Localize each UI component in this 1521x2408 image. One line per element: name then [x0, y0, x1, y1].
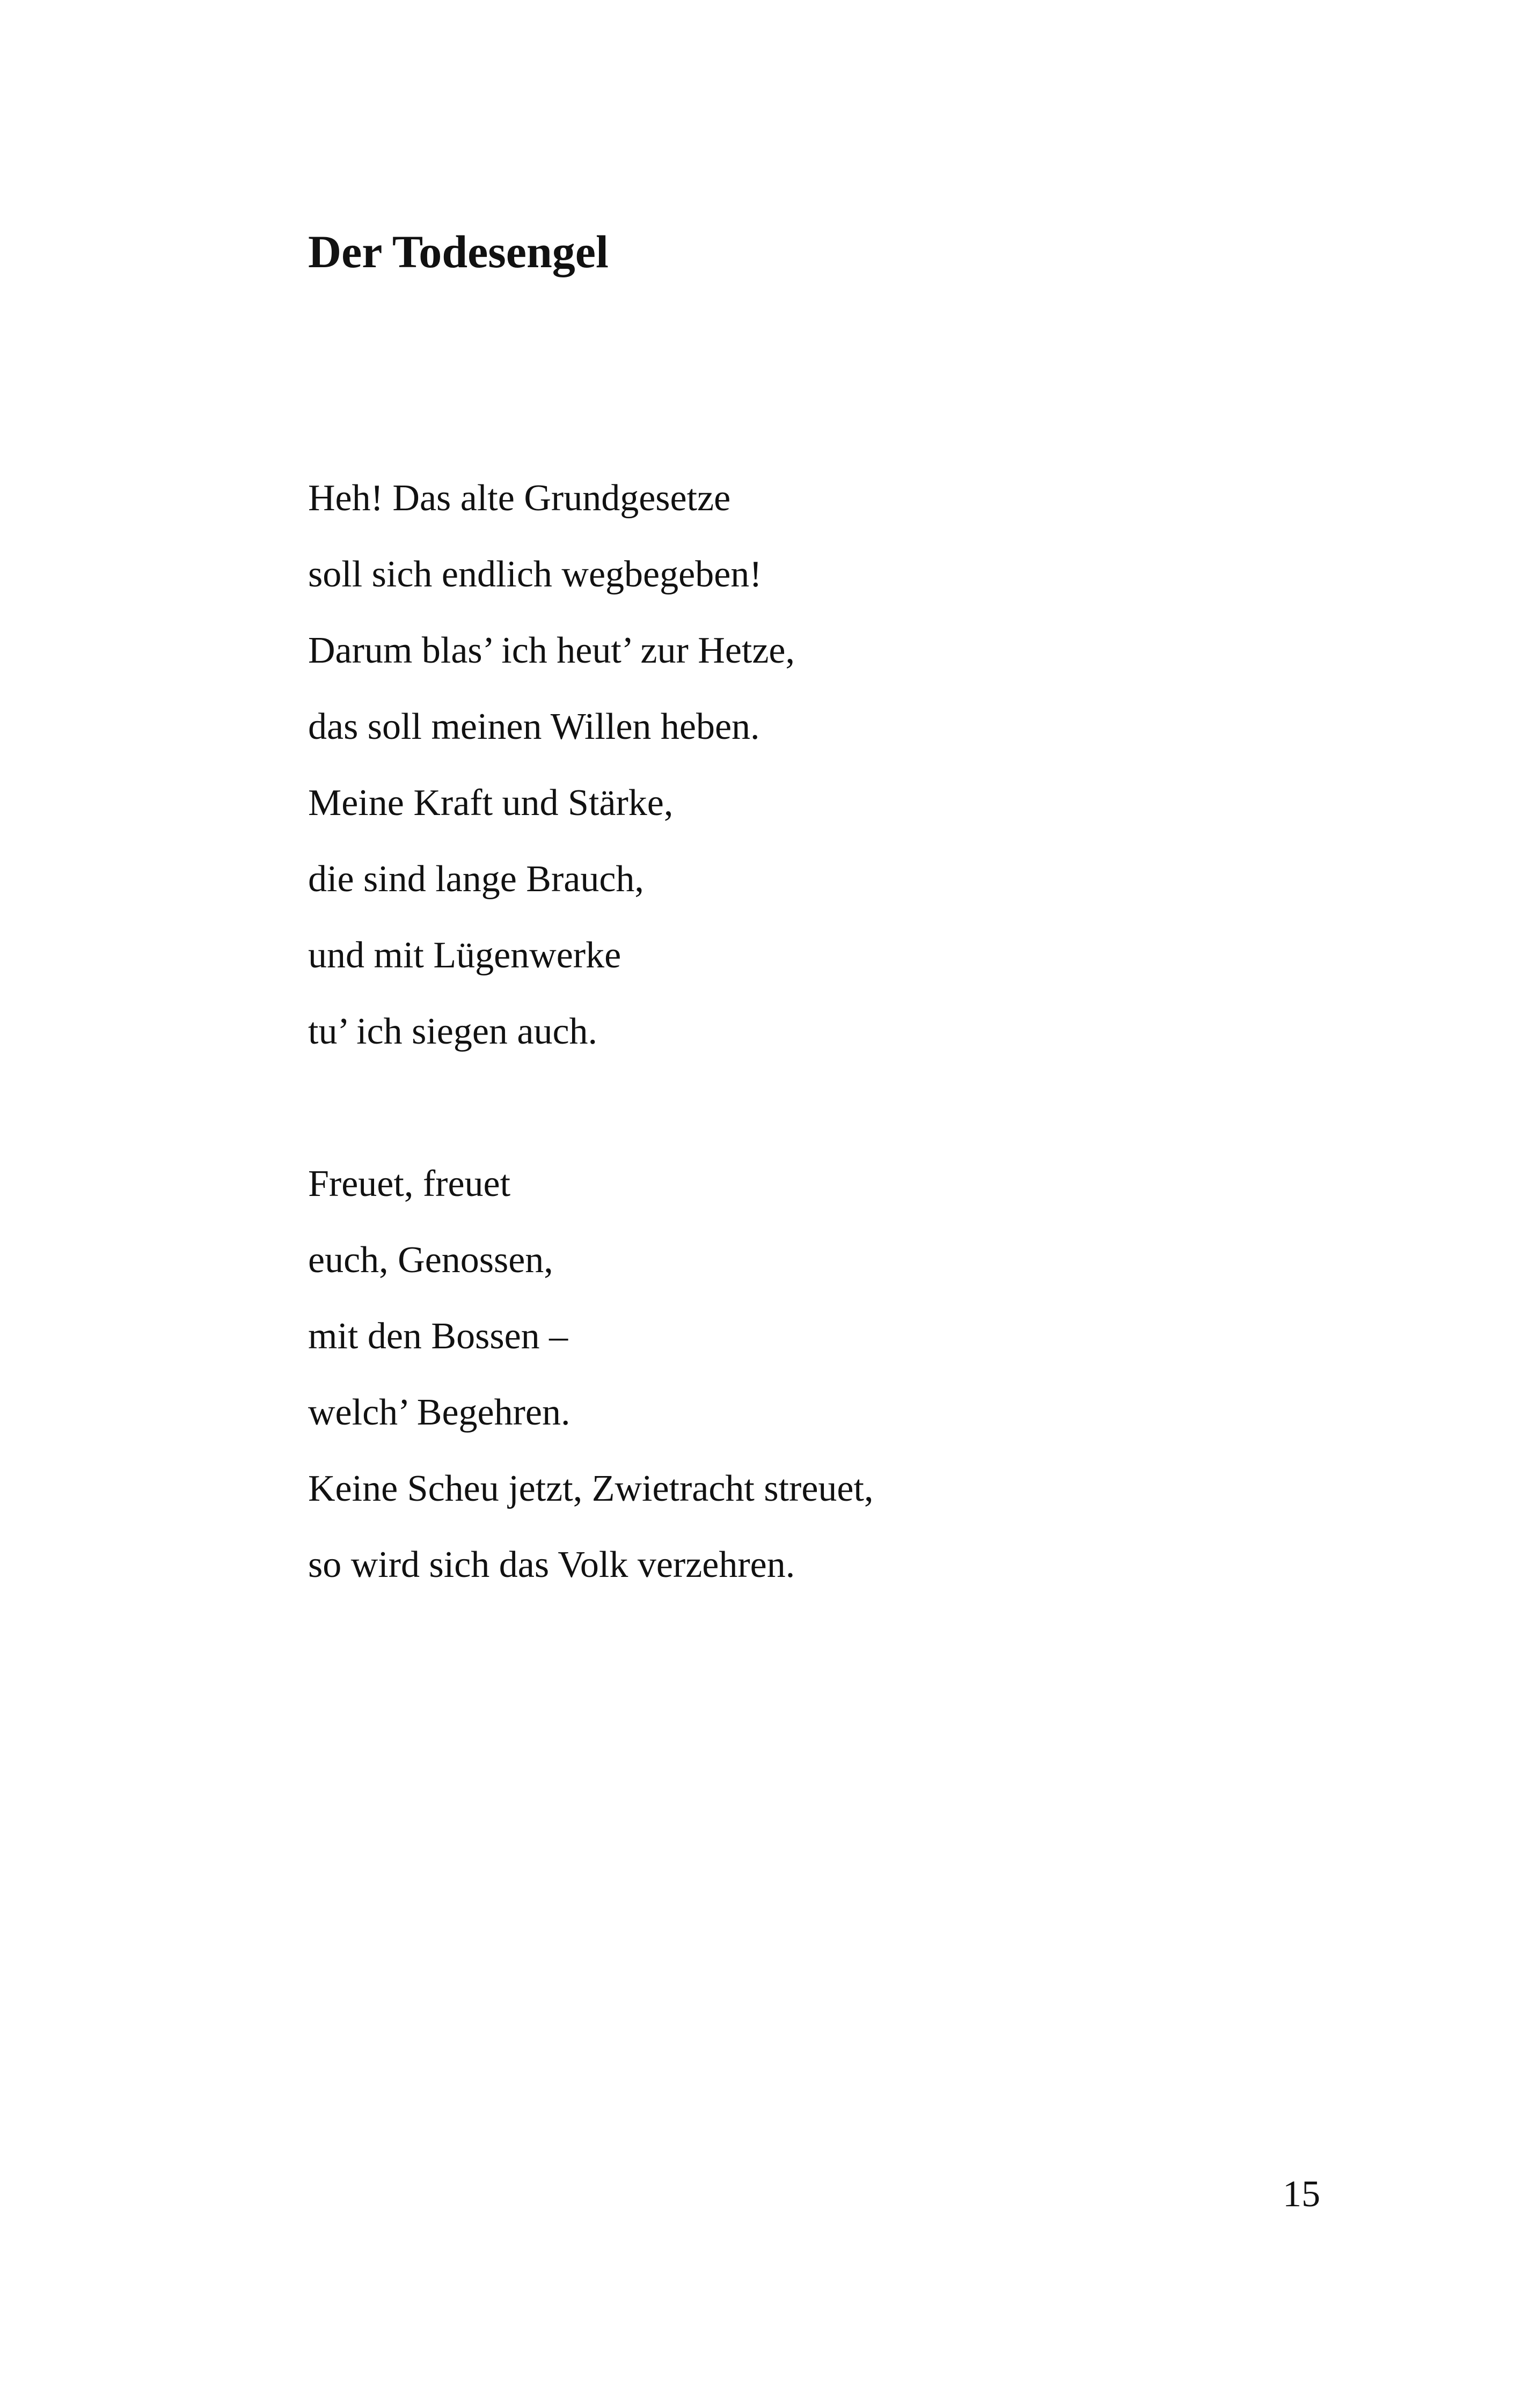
poem-line: die sind lange Brauch, — [308, 858, 644, 900]
poem-line: Meine Kraft und Stärke, — [308, 782, 674, 824]
poem-line: Keine Scheu jetzt, Zwietracht streuet, — [308, 1468, 874, 1509]
poem-line: Heh! Das alte Grundgesetze — [308, 478, 731, 519]
poem-line: Darum blas’ ich heut’ zur Hetze, — [308, 630, 795, 671]
poem-line: das soll meinen Willen heben. — [308, 706, 760, 747]
poem-line: tu’ ich siegen auch. — [308, 1011, 598, 1052]
page-number: 15 — [1283, 2174, 1320, 2215]
stanza-2 — [308, 1146, 1381, 1603]
poem-line: so wird sich das Volk verzehren. — [308, 1544, 795, 1585]
poem-line: Freuet, freuet — [308, 1163, 511, 1205]
stanza-1 — [308, 460, 1381, 1070]
poem-line: welch’ Begehren. — [308, 1392, 571, 1433]
poem-line: mit den Bossen – — [308, 1316, 568, 1357]
poem-line: und mit Lügenwerke — [308, 935, 621, 976]
poem-line: euch, Genossen, — [308, 1239, 553, 1281]
poem-body — [308, 460, 1381, 1603]
poem-line: soll sich endlich wegbegeben! — [308, 554, 762, 595]
poem-title: Der Todesengel — [308, 226, 609, 277]
